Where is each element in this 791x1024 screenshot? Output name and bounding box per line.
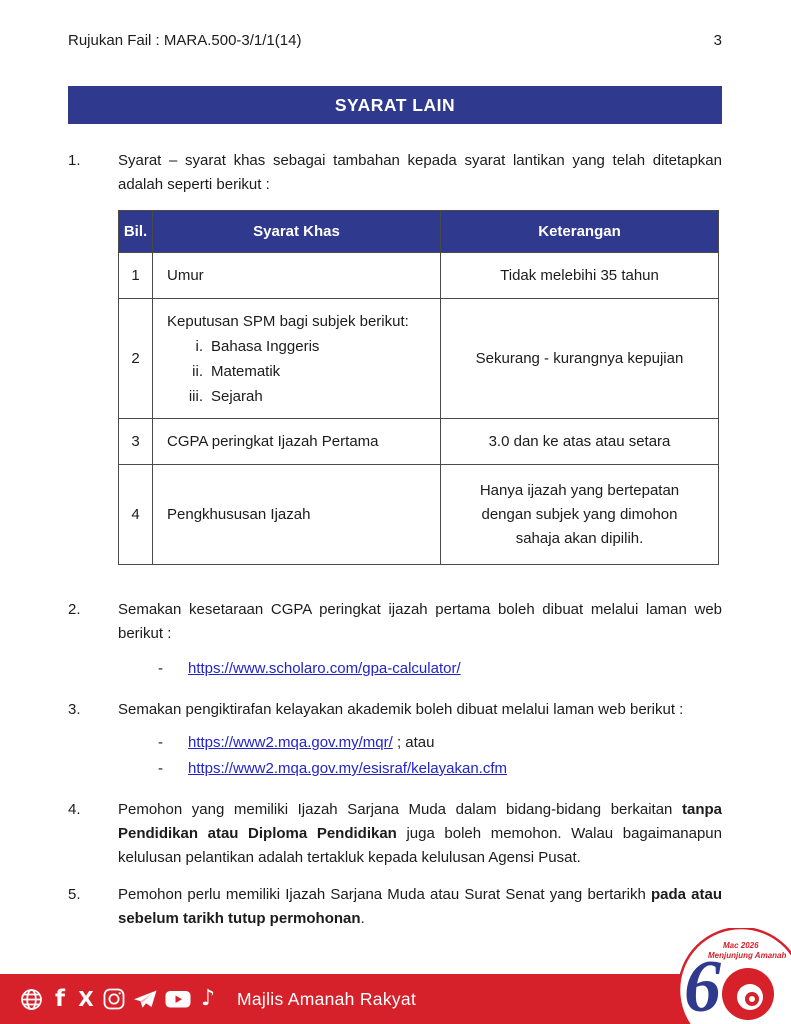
item-number: 3. (68, 701, 81, 718)
list-item-2 (68, 598, 722, 646)
dash-marker: - (158, 734, 163, 751)
cell-keterangan: Tidak melebihi 35 tahun (441, 253, 719, 299)
cell-syarat: CGPA peringkat Ijazah Pertama (153, 419, 441, 465)
cell-syarat (153, 299, 441, 419)
page-header (68, 32, 722, 49)
spm-list-item: iii. Sejarah (188, 387, 263, 405)
section-title-banner (68, 86, 722, 124)
mqa-mqr-link[interactable]: https://www2.mqa.gov.my/mqr/ (188, 734, 393, 751)
item-text: Semakan kesetaraan CGPA peringkat ijazah pertama boleh dibuat melalui laman web berikut : (118, 601, 722, 642)
list-item-5 (68, 883, 722, 931)
table-row (119, 253, 719, 299)
telegram-icon (131, 986, 159, 1012)
col-header-bil: Bil. (119, 211, 153, 253)
gpa-calculator-link[interactable]: https://www.scholaro.com/gpa-calculator/ (188, 660, 461, 677)
item-text: Semakan pengiktirafan kelayakan akademik boleh dibuat melalui laman web berikut : (118, 701, 684, 718)
cell-keterangan: Hanya ijazah yang bertepatan dengan subjek yang dimohon sahaja akan dipilih. (441, 465, 719, 565)
col-header-keterangan: Keterangan (441, 211, 719, 253)
item-text: Syarat – syarat khas sebagai tambahan kepada syarat lantikan yang telah ditetapkan adalah seperti berikut : (118, 152, 722, 193)
dash-marker: - (158, 760, 163, 777)
cell-syarat: Pengkhususan Ijazah (153, 465, 441, 565)
requirements-table (118, 210, 722, 565)
file-reference: Rujukan Fail : MARA.500-3/1/1(14) (68, 32, 302, 49)
col-header-syarat-khas: Syarat Khas (153, 211, 441, 253)
cell-keterangan: Sekurang - kurangnya kepujian (441, 299, 719, 419)
cell-bil: 1 (119, 253, 153, 299)
spm-intro: Keputusan SPM bagi subjek berikut: (167, 312, 409, 330)
spm-list-item: i. Bahasa Inggeris (195, 337, 320, 355)
item-text: Pemohon perlu memiliki Ijazah Sarjana Muda atau Surat Senat yang bertarikh pada atau sebelum tarikh tutup permohonan. (118, 886, 722, 927)
link-line (118, 656, 722, 682)
section-title: SYARAT LAIN (334, 94, 456, 115)
social-icons (18, 986, 219, 1013)
item-text: Pemohon yang memiliki Ijazah Sarjana Muda dalam bidang-bidang berkaitan tanpa Pendidikan atau Diploma Pendidikan juga boleh memohon. Walau bagaimanapun kelulusan pelantikan adalah tertakluk kepada kelulusan Agensi Pusat. (118, 801, 722, 866)
cell-bil: 2 (119, 299, 153, 419)
item-number: 4. (68, 801, 81, 818)
cell-bil: 4 (119, 465, 153, 565)
list-item-3 (68, 698, 722, 722)
list-item-1 (68, 149, 722, 197)
logo-digit-6: 6 (684, 946, 721, 1024)
link-line (118, 730, 722, 756)
logo-caption-line1: Mac 2026 (723, 941, 759, 950)
x-icon: X (78, 987, 94, 1011)
dash-marker: - (158, 660, 163, 677)
spm-list-item: ii. Matematik (192, 362, 281, 380)
cell-syarat: Umur (153, 253, 441, 299)
globe-icon (18, 986, 45, 1013)
link-line (118, 756, 722, 782)
table-row (119, 299, 719, 419)
table-row (119, 465, 719, 565)
table-header-row (119, 211, 719, 253)
list-item-4 (68, 798, 722, 870)
cell-bil: 3 (119, 419, 153, 465)
item-number: 2. (68, 601, 81, 618)
item-number: 1. (68, 152, 81, 169)
organization-name: Majlis Amanah Rakyat (237, 988, 417, 1009)
table-row (119, 419, 719, 465)
cell-keterangan: 3.0 dan ke atas atau setara (441, 419, 719, 465)
youtube-icon (163, 986, 193, 1012)
instagram-icon (101, 986, 127, 1012)
item-number: 5. (68, 886, 81, 903)
page-number: 3 (713, 32, 722, 49)
logo-caption-line2: Menjunjung Amanah (708, 951, 787, 960)
facebook-icon: f (54, 986, 65, 1012)
tiktok-icon: ♪ (200, 986, 216, 1011)
mara-60-logo (646, 928, 791, 1024)
mqa-esisraf-link[interactable]: https://www2.mqa.gov.my/esisraf/kelayakan.cfm (188, 760, 507, 777)
link-suffix: ; atau (392, 734, 435, 751)
